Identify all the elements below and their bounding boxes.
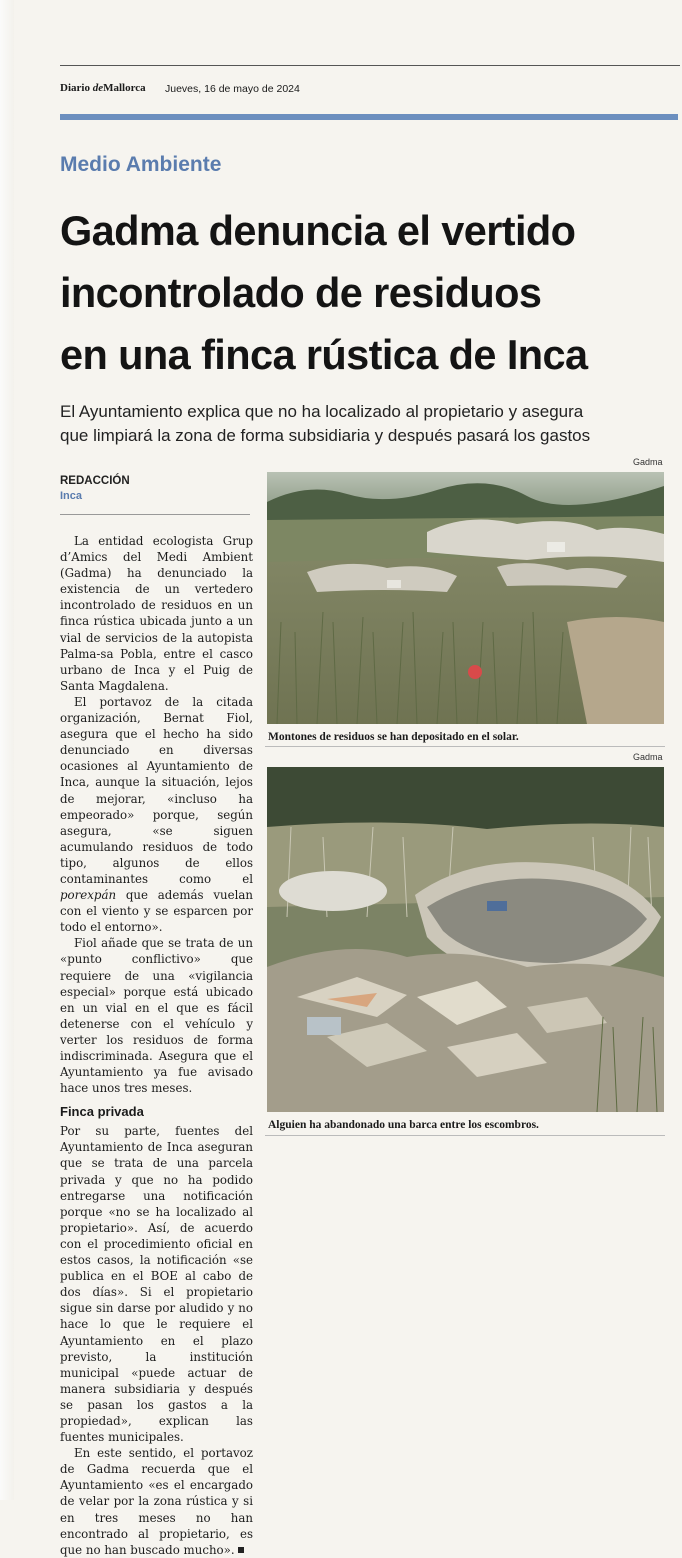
caption-rule — [265, 1135, 665, 1136]
header-rule — [60, 65, 680, 66]
article-body — [60, 533, 253, 1558]
headline-line: incontrolado de residuos — [60, 269, 542, 316]
headline-line: Gadma denuncia el vertido — [60, 207, 576, 254]
section-label: Medio Ambiente — [60, 153, 222, 176]
scan-edge — [0, 0, 14, 1500]
headline — [60, 200, 670, 386]
photo-abandoned-boat — [267, 767, 664, 1112]
body-paragraph: Fiol añade que se trata de un «punto conflictivo» que requiere de una «vigilancia especial» porque está ubicado en un vial en el que es fácil detenerse con el vehículo y verter los residuos de forma indiscriminada. Asegura que el Ayuntamiento ya fue avisado hace unos tres meses. — [60, 936, 253, 1096]
body-paragraph: En este sentido, el portavoz de Gadma recuerda que el Ayuntamiento «es el encargado de velar por la zona rústica y si en tres meses no han encontrado al propietario, es que no han buscado mucho». — [60, 1446, 253, 1557]
masthead-date: Jueves, 16 de mayo de 2024 — [165, 83, 300, 95]
masthead-logo: Diario deMallorca — [60, 82, 146, 94]
byline-rule — [60, 514, 250, 515]
subheadline-line: que limpiará la zona de forma subsidiaria y después pasará los gastos — [60, 426, 591, 445]
photo-credit: Gadma — [633, 752, 663, 762]
photo-caption: Montones de residuos se han depositado en el solar. — [268, 731, 519, 743]
location-label: Inca — [60, 490, 83, 502]
photo-caption: Alguien ha abandonado una barca entre los escombros. — [268, 1119, 539, 1131]
subheadline — [60, 400, 675, 448]
photo-waste-piles — [267, 472, 664, 724]
waste-field-illustration — [267, 472, 664, 724]
byline: REDACCIÓN — [60, 475, 130, 487]
end-mark-icon — [238, 1547, 244, 1553]
boat-rubble-illustration — [267, 767, 664, 1112]
photo-credit: Gadma — [633, 457, 663, 467]
body-paragraph: El portavoz de la citada organización, Bernat Fiol, asegura que el hecho ha sido denunciado en diversas ocasiones al Ayuntamiento de Inca, aunque la situación, lejos de mejorar, «incluso ha empeorado» porque, según asegura, «se siguen acumulando residuos de todo tipo, algunos de ellos contaminantes como el porexpán que además vuelan con el viento y se esparcen por todo el entorno». — [60, 694, 253, 935]
section-color-bar — [60, 114, 678, 120]
caption-rule — [265, 746, 665, 747]
body-paragraph: La entidad ecologista Grup d’Amics del Medi Ambient (Gadma) ha denunciado la existencia de un vertedero incontrolado de residuos en un finca rústica ubicada junto a un vial de servicios de la autopista Palma-sa Pobla, entre el casco urbano de Inca y el Puig de Santa Magdalena. — [60, 534, 253, 693]
subheadline-line: El Ayuntamiento explica que no ha localizado al propietario y asegura — [60, 402, 584, 421]
body-subtitle: Finca privada — [60, 1104, 144, 1120]
body-paragraph: Por su parte, fuentes del Ayuntamiento de Inca aseguran que se trata de una parcela privada y que no ha podido entregarse una notificación porque «no se ha localizado al propietario». Así, de acuerdo con el procedimiento oficial en estos casos, la notificación «se publica en el BOE al cabo de dos días». Si el propietario sigue sin darse por aludido y no hace lo que le requiere el Ayuntamiento en el plazo previsto, la institución municipal «puede actuar de manera subsidiaria y después se pasan los gastos a la propiedad», explican las fuentes municipales. — [60, 1124, 253, 1445]
headline-line: en una finca rústica de Inca — [60, 331, 588, 378]
